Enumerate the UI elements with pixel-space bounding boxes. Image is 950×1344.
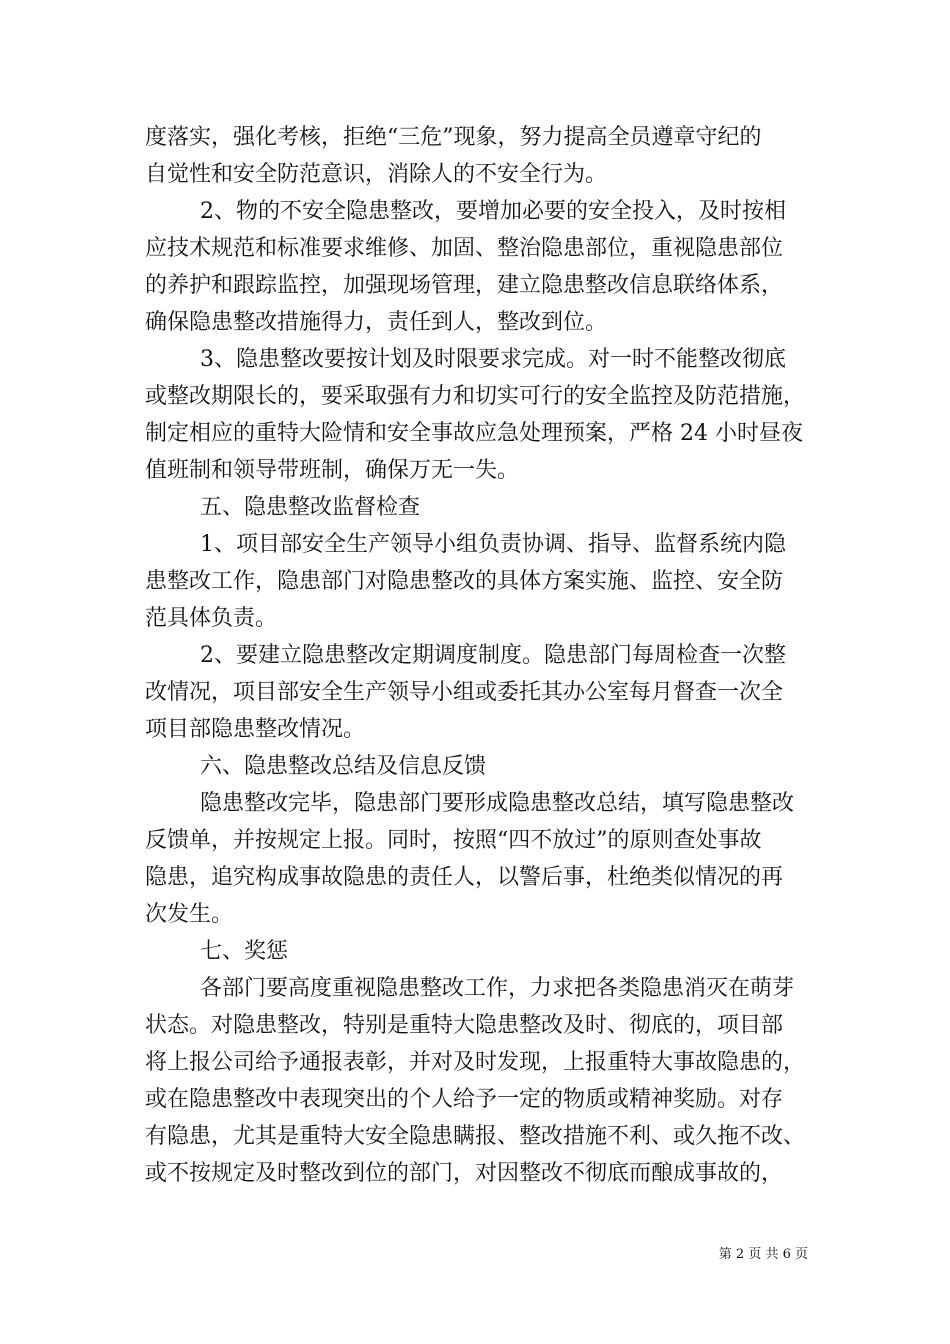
text-line: 制定相应的重特大险情和安全事故应急处理预案，严格 24 小时昼夜 — [145, 421, 803, 446]
text-line: 确保隐患整改措施得力，责任到人，整改到位。 — [145, 310, 608, 335]
text-line: 3、隐患整改要按计划及时限要求完成。对一时不能整改彻底 — [200, 347, 786, 372]
text-line: 项目部隐患整改情况。 — [145, 717, 366, 742]
text-line: 或整改期限长的，要采取强有力和切实可行的安全监控及防范措施， — [145, 384, 806, 409]
text-line: 反馈单，并按规定上报。同时，按照“四不放过”的原则查处事故 — [145, 828, 762, 853]
text-line: 应技术规范和标准要求维修、加固、整治隐患部位，重视隐患部位 — [145, 236, 784, 261]
text-line: 改情况，项目部安全生产领导小组或委托其办公室每月督查一次全 — [145, 680, 784, 705]
text-line: 或在隐患整改中表现突出的个人给予一定的物质或精神奖励。对存 — [145, 1087, 784, 1112]
text-line: 隐患整改完毕，隐患部门要形成隐患整改总结，填写隐患整改 — [200, 791, 795, 816]
text-line: 次发生。 — [145, 902, 234, 927]
text-line: 隐患，追究构成事故隐患的责任人，以警后事，杜绝类似情况的再 — [145, 865, 784, 890]
text-line: 2、要建立隐患整改定期调度制度。隐患部门每周检查一次整 — [200, 643, 786, 668]
text-line: 有隐患，尤其是重特大安全隐患瞒报、整改措施不利、或久拖不改、 — [145, 1124, 806, 1149]
section-heading: 五、隐患整改监督检查 — [200, 495, 421, 520]
text-line: 各部门要高度重视隐患整改工作，力求把各类隐患消灭在萌芽 — [200, 976, 795, 1001]
text-line: 自觉性和安全防范意识，消除人的不安全行为。 — [145, 162, 608, 187]
text-line: 状态。对隐患整改，特别是重特大隐患整改及时、彻底的，项目部 — [145, 1013, 784, 1038]
text-line: 患整改工作，隐患部门对隐患整改的具体方案实施、监控、安全防 — [145, 569, 784, 594]
text-line: 范具体负责。 — [145, 606, 278, 631]
text-line: 的养护和跟踪监控，加强现场管理，建立隐患整改信息联络体系， — [145, 273, 784, 298]
section-heading: 六、隐患整改总结及信息反馈 — [200, 754, 487, 779]
text-line: 或不按规定及时整改到位的部门，对因整改不彻底而酿成事故的， — [145, 1161, 784, 1186]
text-line: 值班制和领导带班制，确保万无一失。 — [145, 458, 520, 483]
text-line: 2、物的不安全隐患整改，要增加必要的安全投入，及时按相 — [200, 199, 786, 224]
text-line: 将上报公司给予通报表彰，并对及时发现，上报重特大事故隐患的， — [145, 1050, 806, 1075]
page-number: 第 2 页 共 6 页 — [718, 1247, 808, 1262]
text-line: 度落实，强化考核，拒绝“三危”现象，努力提高全员遵章守纪的 — [145, 125, 762, 150]
text-line: 1、项目部安全生产领导小组负责协调、指导、监督系统内隐 — [200, 532, 786, 557]
section-heading: 七、奖惩 — [200, 939, 289, 964]
